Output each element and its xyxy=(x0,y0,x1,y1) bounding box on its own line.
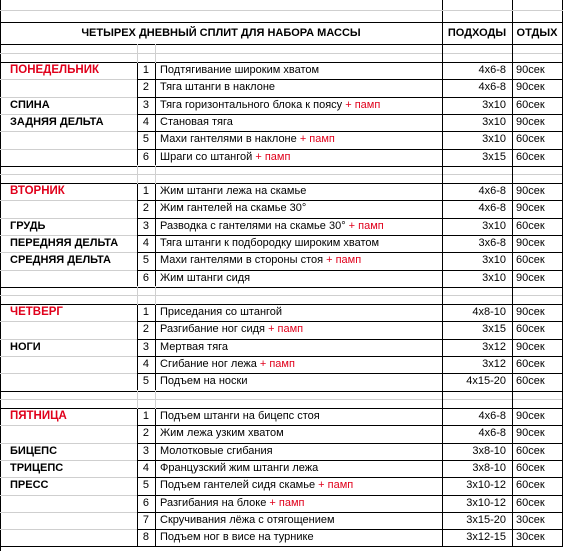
grid-line xyxy=(562,390,563,409)
grid-line xyxy=(137,304,138,392)
exercise-number: 3 xyxy=(142,98,149,111)
grid-line xyxy=(137,149,563,150)
rest-value: 60сек xyxy=(516,479,545,492)
grid-line xyxy=(0,460,138,461)
rest-value: 90сек xyxy=(516,116,545,129)
grid-line xyxy=(137,373,563,374)
exercise-title: Махи гантелями в стороны стоя xyxy=(160,254,327,267)
muscle-group-label: ГРУДЬ xyxy=(10,219,46,232)
exercise-title: Становая тяга xyxy=(160,116,233,129)
grid-line xyxy=(137,218,563,219)
grid-line xyxy=(562,408,563,547)
sets-value: 3х12 xyxy=(482,340,506,353)
rest-value: 60сек xyxy=(516,133,545,146)
grid-line xyxy=(137,443,563,444)
exercise-name xyxy=(155,529,442,546)
sets-value: 3х8-10 xyxy=(472,444,506,457)
rest-value: 60сек xyxy=(516,219,545,232)
sets-value: 4х15-20 xyxy=(466,375,506,388)
muscle-group-label: ПЕРЕДНЯЯ ДЕЛЬТА xyxy=(10,237,119,250)
grid-line xyxy=(0,373,138,374)
grid-line xyxy=(137,339,563,340)
grid-line xyxy=(155,62,156,167)
grid-line xyxy=(137,131,563,132)
pump-note: + памп xyxy=(345,98,381,111)
rest-value: 90сек xyxy=(516,237,545,250)
grid-line xyxy=(512,304,513,392)
sets-value: 3х15 xyxy=(482,323,506,336)
grid-line xyxy=(137,529,563,530)
exercise-name xyxy=(155,62,442,79)
exercise-title: Подъем ног в висе на турнике xyxy=(160,531,314,544)
grid-line xyxy=(562,304,563,392)
grid-line xyxy=(442,0,443,45)
exercise-name xyxy=(155,321,442,338)
grid-line xyxy=(442,304,443,392)
grid-line xyxy=(137,44,138,63)
grid-line xyxy=(562,44,563,63)
grid-line xyxy=(442,62,443,167)
muscle-group-label: ПРЕСС xyxy=(10,479,49,492)
rest-value: 90сек xyxy=(516,410,545,423)
exercise-number: 2 xyxy=(142,81,149,94)
grid-line xyxy=(137,495,563,496)
exercise-number: 8 xyxy=(142,531,149,544)
day-name-2: ЧЕТВЕРГ xyxy=(10,305,63,318)
exercise-name xyxy=(155,79,442,96)
grid-line xyxy=(512,390,513,409)
muscle-group-label: ТРИЦЕПС xyxy=(10,462,64,475)
grid-line xyxy=(0,443,138,444)
grid-line xyxy=(137,408,138,547)
grid-line xyxy=(137,183,138,288)
grid-line xyxy=(562,183,563,288)
rest-header: ОТДЫХ xyxy=(516,26,558,39)
grid-line xyxy=(155,286,156,305)
grid-line xyxy=(0,546,563,547)
pump-note: + памп xyxy=(259,358,295,371)
grid-line xyxy=(155,304,156,392)
rest-value: 60сек xyxy=(516,254,545,267)
day-name-3: ПЯТНИЦА xyxy=(10,409,67,422)
grid-line xyxy=(137,200,563,201)
exercise-title: Тяга штанги в наклоне xyxy=(160,81,276,94)
rest-value: 90сек xyxy=(516,340,545,353)
sets-value: 3х15-20 xyxy=(466,513,506,526)
rest-value: 90сек xyxy=(516,81,545,94)
exercise-number: 1 xyxy=(142,185,149,198)
grid-line xyxy=(137,97,563,98)
exercise-number: 2 xyxy=(142,323,149,336)
sets-value: 4х6-8 xyxy=(478,64,506,77)
exercise-number: 4 xyxy=(142,358,149,371)
grid-line xyxy=(137,286,138,305)
grid-line xyxy=(0,391,563,392)
grid-line xyxy=(442,286,443,305)
exercise-number: 6 xyxy=(142,150,149,163)
grid-line xyxy=(512,0,513,45)
grid-line xyxy=(512,183,513,288)
grid-line xyxy=(137,165,138,184)
exercise-number: 7 xyxy=(142,513,149,526)
exercise-name xyxy=(155,235,442,252)
exercise-number: 1 xyxy=(142,64,149,77)
grid-line xyxy=(442,390,443,409)
exercise-name xyxy=(155,114,442,131)
table-title: ЧЕТЫРЕХ ДНЕВНЫЙ СПЛИТ ДЛЯ НАБОРА МАССЫ xyxy=(81,26,361,39)
sets-value: 3х8-10 xyxy=(472,462,506,475)
grid-line xyxy=(512,62,513,167)
grid-line xyxy=(155,44,156,63)
exercise-name xyxy=(155,149,442,166)
grid-line xyxy=(137,477,563,478)
grid-line xyxy=(512,44,513,63)
exercise-title: Жим гантелей на скамье 30° xyxy=(160,202,307,215)
exercise-name xyxy=(155,131,442,148)
grid-line xyxy=(137,304,563,305)
day-name-0: ПОНЕДЕЛЬНИК xyxy=(10,63,99,76)
grid-line xyxy=(0,287,563,288)
grid-line xyxy=(0,183,138,184)
rest-value: 60сек xyxy=(516,496,545,509)
muscle-group-label: ЗАДНЯЯ ДЕЛЬТА xyxy=(10,116,104,129)
exercise-name xyxy=(155,218,442,235)
rest-value: 90сек xyxy=(516,185,545,198)
grid-line xyxy=(155,390,156,409)
grid-line xyxy=(512,408,513,547)
exercise-name xyxy=(155,425,442,442)
pump-note: + памп xyxy=(255,150,291,163)
rest-value: 90сек xyxy=(516,271,545,284)
rest-value: 60сек xyxy=(516,98,545,111)
pump-note: + памп xyxy=(268,323,304,336)
sets-value: 3х10 xyxy=(482,133,506,146)
sets-value: 3х12-15 xyxy=(466,531,506,544)
exercise-name xyxy=(155,356,442,373)
rest-value: 60сек xyxy=(516,375,545,388)
grid-line xyxy=(0,529,138,530)
exercise-name xyxy=(155,304,442,321)
exercise-title: Приседания со штангой xyxy=(160,306,283,319)
exercise-title: Молотковые сгибания xyxy=(160,444,273,457)
grid-line xyxy=(562,165,563,184)
grid-line xyxy=(0,174,563,175)
exercise-name xyxy=(155,443,442,460)
exercise-title: Жим штанги сидя xyxy=(160,271,251,284)
exercise-number: 5 xyxy=(142,375,149,388)
exercise-title: Разводка с гантелями на скамье 30° xyxy=(160,219,349,232)
grid-line xyxy=(442,408,443,547)
grid-line xyxy=(0,62,138,63)
muscle-group-label: БИЦЕПС xyxy=(10,444,58,457)
rest-value: 30сек xyxy=(516,513,545,526)
exercise-title: Подъем на носки xyxy=(160,375,248,388)
grid-line xyxy=(0,495,138,496)
grid-line xyxy=(137,356,563,357)
exercise-name xyxy=(155,512,442,529)
grid-line xyxy=(137,252,563,253)
grid-line xyxy=(137,512,563,513)
exercise-title: Подъем гантелей сидя скамье xyxy=(160,479,319,492)
exercise-name xyxy=(155,477,442,494)
exercise-name xyxy=(155,495,442,512)
exercise-number: 1 xyxy=(142,306,149,319)
exercise-number: 3 xyxy=(142,219,149,232)
exercise-number: 4 xyxy=(142,237,149,250)
grid-line xyxy=(137,62,563,63)
sets-header: ПОДХОДЫ xyxy=(447,26,507,39)
exercise-number: 4 xyxy=(142,116,149,129)
sets-value: 3х12 xyxy=(482,358,506,371)
grid-line xyxy=(137,408,563,409)
pump-note: + памп xyxy=(318,479,354,492)
grid-line xyxy=(0,114,138,115)
pump-note: + памп xyxy=(326,254,362,267)
exercise-title: Махи гантелями в наклоне xyxy=(160,133,300,146)
grid-line xyxy=(0,97,138,98)
rest-value: 60сек xyxy=(516,462,545,475)
grid-line xyxy=(137,183,563,184)
sets-value: 3х10 xyxy=(482,219,506,232)
grid-line xyxy=(137,390,138,409)
grid-line xyxy=(442,183,443,288)
exercise-number: 2 xyxy=(142,427,149,440)
grid-line xyxy=(0,252,138,253)
grid-line xyxy=(562,0,563,45)
rest-value: 60сек xyxy=(516,150,545,163)
muscle-group-label: СПИНА xyxy=(10,98,50,111)
grid-line xyxy=(0,22,563,23)
grid-line xyxy=(0,166,563,167)
sets-value: 4х8-10 xyxy=(472,306,506,319)
exercise-number: 5 xyxy=(142,133,149,146)
exercise-number: 2 xyxy=(142,202,149,215)
grid-line xyxy=(0,321,138,322)
exercise-name xyxy=(155,408,442,425)
rest-value: 60сек xyxy=(516,444,545,457)
exercise-name xyxy=(155,200,442,217)
exercise-title: Подъем штанги на бицепс стоя xyxy=(160,410,320,423)
grid-line xyxy=(0,408,138,409)
grid-line xyxy=(155,408,156,547)
grid-line xyxy=(0,200,138,201)
grid-line xyxy=(137,79,563,80)
sets-value: 3х10 xyxy=(482,254,506,267)
exercise-title: Скручивания лёжа с отягощением xyxy=(160,513,335,526)
grid-line xyxy=(0,304,138,305)
sets-value: 3х15 xyxy=(482,150,506,163)
rest-value: 60сек xyxy=(516,358,545,371)
pump-note: + памп xyxy=(299,133,335,146)
exercise-number: 3 xyxy=(142,340,149,353)
grid-line xyxy=(0,295,563,296)
exercise-name xyxy=(155,97,442,114)
exercise-name xyxy=(155,270,442,287)
exercise-number: 6 xyxy=(142,271,149,284)
grid-line xyxy=(0,10,563,11)
grid-line xyxy=(0,44,563,45)
sets-value: 4х6-8 xyxy=(478,185,506,198)
exercise-number: 3 xyxy=(142,444,149,457)
grid-line xyxy=(0,512,138,513)
exercise-title: Разгибания на блоке xyxy=(160,496,270,509)
sets-value: 3х10 xyxy=(482,116,506,129)
grid-line xyxy=(0,149,138,150)
exercise-name xyxy=(155,339,442,356)
grid-line xyxy=(0,53,563,54)
sets-value: 3х10-12 xyxy=(466,479,506,492)
grid-line xyxy=(137,460,563,461)
sets-value: 4х6-8 xyxy=(478,427,506,440)
rest-value: 90сек xyxy=(516,427,545,440)
grid-line xyxy=(0,425,138,426)
grid-line xyxy=(442,165,443,184)
grid-line xyxy=(0,399,563,400)
exercise-title: Французский жим штанги лежа xyxy=(160,462,319,475)
exercise-title: Разгибание ног сидя xyxy=(160,323,269,336)
exercise-name xyxy=(155,183,442,200)
grid-line xyxy=(512,286,513,305)
exercise-number: 4 xyxy=(142,462,149,475)
exercise-title: Жим штанги лежа на скамье xyxy=(160,185,307,198)
grid-line xyxy=(562,62,563,167)
day-name-1: ВТОРНИК xyxy=(10,184,65,197)
grid-line xyxy=(0,218,138,219)
pump-note: + памп xyxy=(269,496,305,509)
pump-note: + памп xyxy=(348,219,384,232)
sets-value: 3х6-8 xyxy=(478,237,506,250)
exercise-name xyxy=(155,373,442,390)
rest-value: 90сек xyxy=(516,202,545,215)
grid-line xyxy=(442,44,443,63)
grid-line xyxy=(137,425,563,426)
grid-line xyxy=(137,114,563,115)
grid-line xyxy=(137,270,563,271)
exercise-title: Мертвая тяга xyxy=(160,340,229,353)
exercise-title: Тяга штанги к подбородку широким хватом xyxy=(160,237,380,250)
grid-line xyxy=(0,477,138,478)
exercise-title: Жим лежа узким хватом xyxy=(160,427,284,440)
sets-value: 3х10 xyxy=(482,271,506,284)
grid-line xyxy=(0,131,138,132)
exercise-title: Шраги со штангой xyxy=(160,150,256,163)
muscle-group-label: СРЕДНЯЯ ДЕЛЬТА xyxy=(10,254,111,267)
grid-line xyxy=(155,165,156,184)
sets-value: 4х6-8 xyxy=(478,202,506,215)
exercise-number: 6 xyxy=(142,496,149,509)
exercise-title: Подтягивание широким хватом xyxy=(160,64,320,77)
grid-line xyxy=(155,183,156,288)
exercise-title: Сгибание ног лежа xyxy=(160,358,260,371)
grid-line xyxy=(137,62,138,167)
exercise-number: 1 xyxy=(142,410,149,423)
sets-value: 4х6-8 xyxy=(478,410,506,423)
muscle-group-label: НОГИ xyxy=(10,340,41,353)
grid-line xyxy=(0,79,138,80)
grid-line xyxy=(562,286,563,305)
exercise-name xyxy=(155,252,442,269)
exercise-number: 5 xyxy=(142,254,149,267)
rest-value: 90сек xyxy=(516,306,545,319)
grid-line xyxy=(0,356,138,357)
grid-line xyxy=(512,165,513,184)
grid-line xyxy=(0,270,138,271)
exercise-name xyxy=(155,460,442,477)
grid-line xyxy=(137,321,563,322)
rest-value: 60сек xyxy=(516,323,545,336)
exercise-title: Тяга горизонтального блока к поясу xyxy=(160,98,346,111)
sets-value: 4х6-8 xyxy=(478,81,506,94)
grid-line xyxy=(0,339,138,340)
sets-value: 3х10-12 xyxy=(466,496,506,509)
grid-line xyxy=(137,235,563,236)
rest-value: 90сек xyxy=(516,64,545,77)
rest-value: 30сек xyxy=(516,531,545,544)
grid-line xyxy=(0,235,138,236)
sets-value: 3х10 xyxy=(482,98,506,111)
exercise-number: 5 xyxy=(142,479,149,492)
